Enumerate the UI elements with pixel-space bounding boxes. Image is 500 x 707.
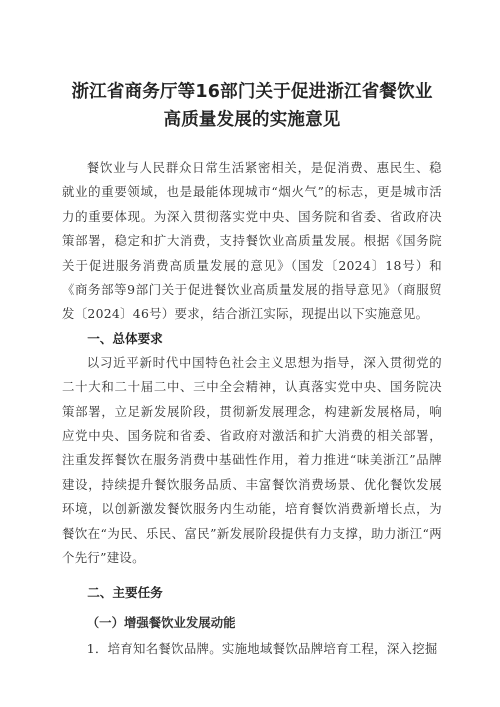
item-1-paragraph: 1．培育知名餐饮品牌。实施地域餐饮品牌培育工程，深入挖掘 <box>86 640 438 656</box>
subsection-1-heading: （一）增强餐饮业发展动能 <box>86 614 236 630</box>
intro-paragraph: 餐饮业与人民群众日常生活紧密相关，是促消费、惠民生、稳就业的重要领域，也是最能体现城市“烟火气”的标志，更是城市活力的重要体现。为深入贯彻落实党中央、国务院和省委、省政府决策部署，稳定和扩大消费，支持餐饮业高质量发展。根据《国务院关于促进服务消费高质量发展的意见》（国发〔2024〕18号）和《商务部等9部门关于促进餐饮业高质量发展的指导意见》（商服贸发〔2024〕46号）要求，结合浙江实际，现提出以下实施意见。 <box>62 160 442 322</box>
document-title <box>62 78 442 134</box>
section-1-heading: 一、总体要求 <box>87 330 163 346</box>
title-line-2: 高质量发展的实施意见 <box>163 110 341 130</box>
section-1-paragraph: 以习近平新时代中国特色社会主义思想为指导，深入贯彻党的二十大和二十届二中、三中全会精神，认真落实党中央、国务院决策部署，立足新发展阶段，贯彻新发展理念，构建新发展格局，响应党中央、国务院和省委、省政府对激活和扩大消费的相关部署，注重发挥餐饮在服务消费中基础性作用，着力推进“味美浙江”品牌建设，持续提升餐饮服务品质、丰富餐饮消费场景、优化餐饮发展环境，以创新激发餐饮服务内生动能，培育餐饮消费新增长点，为餐饮在“为民、乐民、富民”新发展阶段提供有力支撑，助力浙江“两个先行”建设。 <box>62 354 442 566</box>
section-2-heading: 二、主要任务 <box>87 584 163 600</box>
title-line-1: 浙江省商务厅等16部门关于促进浙江省餐饮业 <box>71 82 433 102</box>
